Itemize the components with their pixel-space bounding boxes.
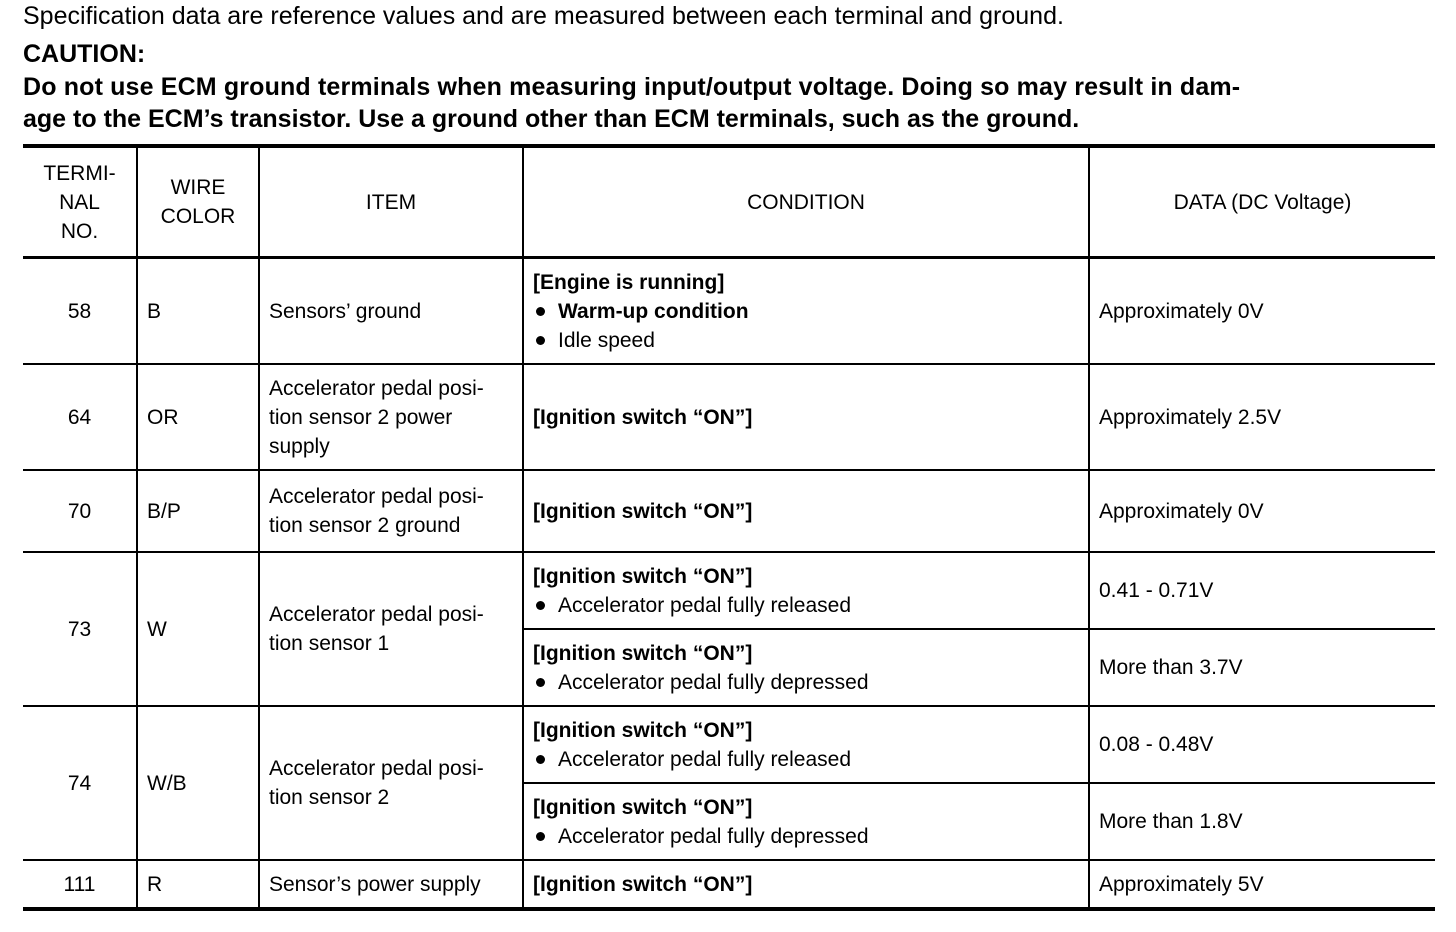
condition bbox=[523, 706, 1089, 783]
condition-heading: [Ignition switch “ON”] bbox=[533, 872, 753, 896]
bullet-icon bbox=[536, 601, 545, 610]
condition bbox=[523, 364, 1089, 470]
condition bbox=[523, 860, 1089, 909]
condition bbox=[523, 258, 1089, 365]
condition-heading: [Engine is running] bbox=[533, 270, 725, 294]
data-value: Approximately 0V bbox=[1089, 470, 1435, 552]
caution-title: CAUTION: bbox=[23, 40, 146, 68]
wire-color: W bbox=[137, 552, 259, 706]
data-value: 0.41 - 0.71V bbox=[1089, 552, 1435, 629]
bullet-icon bbox=[536, 832, 545, 841]
condition-bullet: Accelerator pedal fully released bbox=[533, 591, 1079, 620]
terminal-no: 64 bbox=[23, 364, 137, 470]
wire-color: B/P bbox=[137, 470, 259, 552]
terminal-no: 111 bbox=[23, 860, 137, 909]
data-value: 0.08 - 0.48V bbox=[1089, 706, 1435, 783]
bullet-icon bbox=[536, 678, 545, 687]
item: Sensor’s power supply bbox=[259, 860, 523, 909]
wire-color: W/B bbox=[137, 706, 259, 860]
item: Accelerator pedal posi- tion sensor 2 power supply bbox=[259, 364, 523, 470]
item: Accelerator pedal posi- tion sensor 1 bbox=[259, 552, 523, 706]
table-header-row bbox=[23, 146, 1435, 258]
condition-heading: [Ignition switch “ON”] bbox=[533, 564, 753, 588]
data-value: Approximately 0V bbox=[1089, 258, 1435, 365]
table-row bbox=[23, 258, 1435, 365]
header-terminal-no: TERMI- NAL NO. bbox=[23, 146, 137, 258]
bullet-icon bbox=[536, 755, 545, 764]
data-value: Approximately 2.5V bbox=[1089, 364, 1435, 470]
condition bbox=[523, 470, 1089, 552]
header-condition: CONDITION bbox=[523, 146, 1089, 258]
condition-heading: [Ignition switch “ON”] bbox=[533, 405, 753, 429]
data-value: More than 1.8V bbox=[1089, 783, 1435, 860]
condition-heading: [Ignition switch “ON”] bbox=[533, 795, 753, 819]
header-data: DATA (DC Voltage) bbox=[1089, 146, 1435, 258]
caution-line-1: Do not use ECM ground terminals when measuring input/output voltage. Doing so may result in dam- bbox=[23, 73, 1241, 101]
terminal-no: 74 bbox=[23, 706, 137, 860]
condition-bullet: Accelerator pedal fully depressed bbox=[533, 668, 1079, 697]
condition-bullet: Idle speed bbox=[533, 326, 1079, 355]
terminal-spec-table bbox=[23, 144, 1435, 911]
caution-text bbox=[23, 71, 1435, 135]
condition-heading: [Ignition switch “ON”] bbox=[533, 718, 753, 742]
header-item: ITEM bbox=[259, 146, 523, 258]
condition-bullet: Accelerator pedal fully released bbox=[533, 745, 1079, 774]
condition bbox=[523, 552, 1089, 629]
data-value: Approximately 5V bbox=[1089, 860, 1435, 909]
terminal-no: 70 bbox=[23, 470, 137, 552]
wire-color: OR bbox=[137, 364, 259, 470]
table-row bbox=[23, 364, 1435, 470]
bullet-icon bbox=[536, 336, 545, 345]
item: Sensors’ ground bbox=[259, 258, 523, 365]
condition-heading: [Ignition switch “ON”] bbox=[533, 499, 753, 523]
wire-color: B bbox=[137, 258, 259, 365]
header-wire-color: WIRE COLOR bbox=[137, 146, 259, 258]
item: Accelerator pedal posi- tion sensor 2 bbox=[259, 706, 523, 860]
intro-text: Specification data are reference values and are measured between each terminal and ground. bbox=[23, 2, 1064, 30]
terminal-no: 58 bbox=[23, 258, 137, 365]
table-row bbox=[23, 470, 1435, 552]
wire-color: R bbox=[137, 860, 259, 909]
terminal-no: 73 bbox=[23, 552, 137, 706]
caution-line-2: age to the ECM’s transistor. Use a ground other than ECM terminals, such as the ground. bbox=[23, 105, 1080, 133]
table-row bbox=[23, 860, 1435, 909]
bullet-icon bbox=[536, 307, 545, 316]
data-value: More than 3.7V bbox=[1089, 629, 1435, 706]
item: Accelerator pedal posi- tion sensor 2 ground bbox=[259, 470, 523, 552]
condition-heading: [Ignition switch “ON”] bbox=[533, 641, 753, 665]
condition bbox=[523, 783, 1089, 860]
condition-bullet: Warm-up condition bbox=[533, 297, 1079, 326]
table-row bbox=[23, 706, 1435, 783]
condition-bullet: Accelerator pedal fully depressed bbox=[533, 822, 1079, 851]
condition bbox=[523, 629, 1089, 706]
table-row bbox=[23, 552, 1435, 629]
